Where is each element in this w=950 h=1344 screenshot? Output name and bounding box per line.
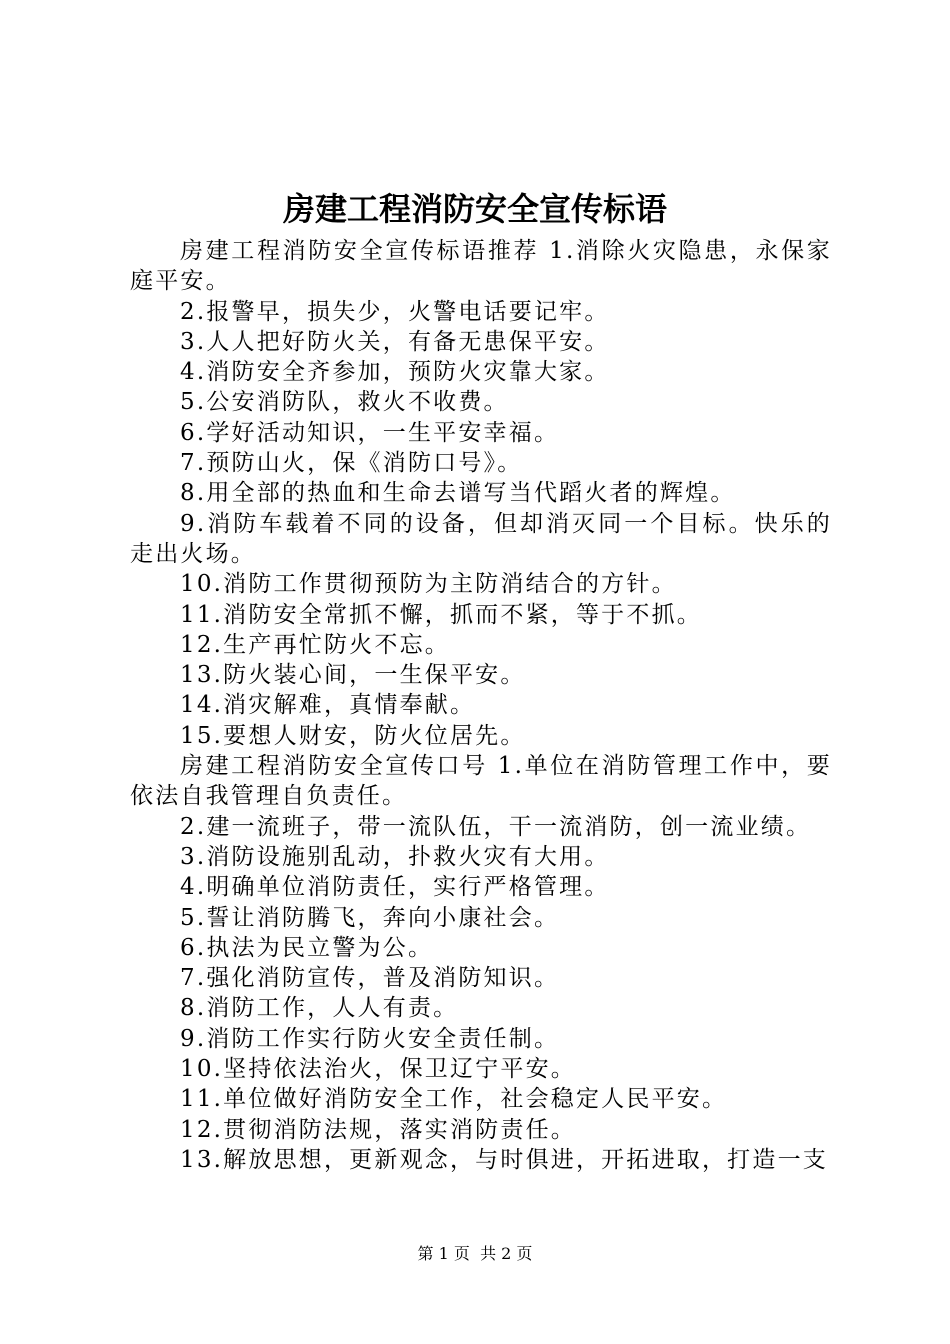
- paragraph: 6.学好活动知识，一生平安幸福。: [180, 419, 560, 446]
- paragraph: 6.执法为民立警为公。: [180, 934, 434, 961]
- paragraph: 5.誓让消防腾飞，奔向小康社会。: [180, 904, 560, 931]
- document-body: [130, 236, 832, 1175]
- paragraph: 5.公安消防队，救火不收费。: [180, 389, 509, 416]
- paragraph: 7.强化消防宣传，普及消防知识。: [180, 965, 560, 992]
- paragraph: 2.建一流班子，带一流队伍，干一流消防，创一流业绩。: [180, 813, 812, 840]
- paragraph: 13.防火装心间，一生保平安。: [180, 662, 526, 689]
- page-title: 房建工程消防安全宣传标语: [282, 190, 667, 228]
- paragraph: 4.消防安全齐参加，预防火灾靠大家。: [180, 359, 610, 386]
- paragraph: 13.解放思想，更新观念，与时俱进，开拓进取，打造一支: [180, 1146, 828, 1173]
- paragraph: 14.消灾解难，真情奉献。: [180, 692, 476, 719]
- paragraph: 房建工程消防安全宣传口号 1.单位在消防管理工作中，要依法自我管理自负责任。: [130, 753, 832, 810]
- paragraph: 2.报警早，损失少，火警电话要记牢。: [180, 298, 610, 325]
- page-footer: [0, 1244, 950, 1264]
- paragraph: 8.用全部的热血和生命去谱写当代蹈火者的辉煌。: [180, 480, 736, 507]
- paragraph: 3.消防设施别乱动，扑救火灾有大用。: [180, 843, 610, 870]
- paragraph: 9.消防车载着不同的设备，但却消灭同一个目标。快乐的走出火场。: [130, 510, 832, 567]
- paragraph: 12.生产再忙防火不忘。: [180, 631, 450, 658]
- paragraph: 3.人人把好防火关，有备无患保平安。: [180, 328, 610, 355]
- page-number-label: 第 1 页 共 2 页: [417, 1244, 533, 1263]
- paragraph: 4.明确单位消防责任，实行严格管理。: [180, 874, 610, 901]
- paragraph: 7.预防山火，保《消防口号》。: [180, 450, 523, 477]
- paragraph: 10.消防工作贯彻预防为主防消结合的方针。: [180, 571, 677, 598]
- paragraph: 10.坚持依法治火，保卫辽宁平安。: [180, 1056, 576, 1083]
- paragraph: 11.单位做好消防安全工作，社会稳定人民平安。: [180, 1086, 728, 1113]
- paragraph: 9.消防工作实行防火安全责任制。: [180, 1025, 560, 1052]
- paragraph: 12.贯彻消防法规，落实消防责任。: [180, 1116, 576, 1143]
- paragraph: 15.要想人财安，防火位居先。: [180, 722, 526, 749]
- paragraph: 11.消防安全常抓不懈，抓而不紧，等于不抓。: [180, 601, 702, 628]
- paragraph: 房建工程消防安全宣传标语推荐 1.消除火灾隐患，永保家庭平安。: [130, 238, 832, 295]
- paragraph: 8.消防工作，人人有责。: [180, 995, 459, 1022]
